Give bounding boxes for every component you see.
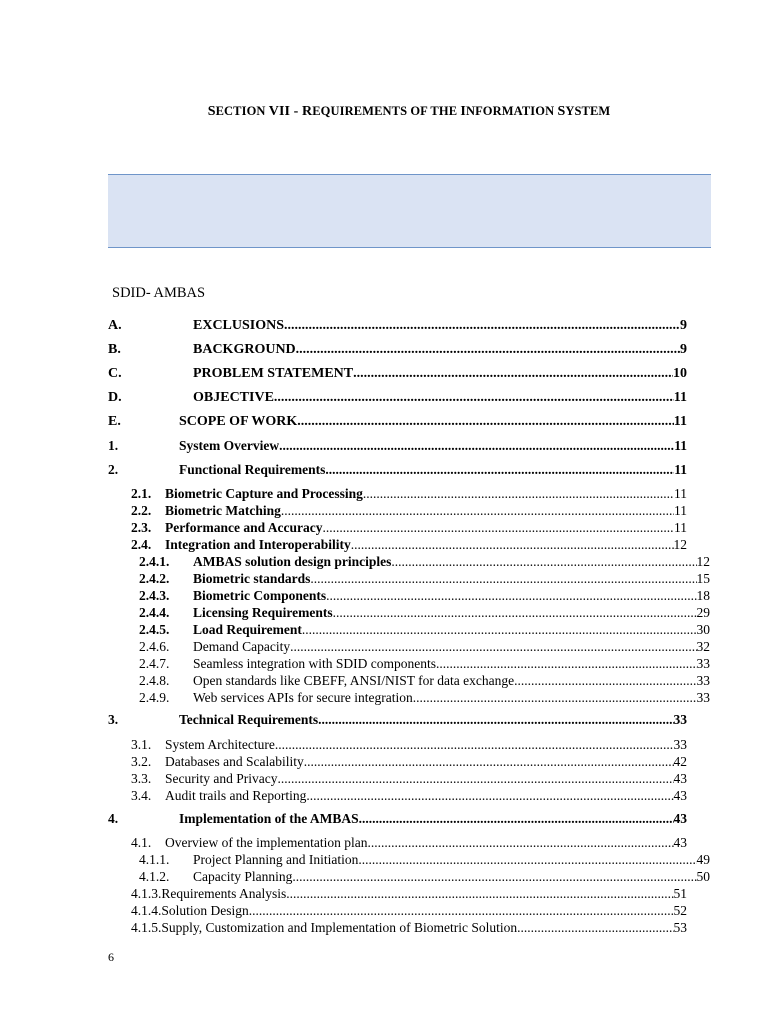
toc-entry[interactable]: 3. Technical Requirements ..... 33 <box>108 712 687 728</box>
toc-entry[interactable]: 3.1. System Architecture ..... 33 <box>131 737 687 753</box>
toc-entry[interactable]: 2. Functional Requirements ..... 11 <box>108 462 687 478</box>
toc-entry[interactable]: 2.4.4. Licensing Requirements ..... 29 <box>139 605 710 621</box>
title-part: INFORMATION <box>460 104 558 119</box>
document-subtitle: SDID- AMBAS <box>112 285 206 301</box>
toc-entry[interactable]: 2.4.7. Seamless integration with SDID components ..... 33 <box>139 656 710 672</box>
toc-entry[interactable]: 2.1. Biometric Capture and Processing ..... 11 <box>131 486 687 502</box>
highlight-band <box>108 174 711 248</box>
title-part: SYSTEM <box>557 104 611 119</box>
toc-entry[interactable]: 4. Implementation of the AMBAS ..... 43 <box>108 811 687 827</box>
toc-entry[interactable]: 2.4. Integration and Interoperability ..... 12 <box>131 537 687 553</box>
toc-entry[interactable]: 2.4.6. Demand Capacity ..... 32 <box>139 639 710 655</box>
toc-entry[interactable]: B. BACKGROUND ..... 9 <box>108 342 687 358</box>
toc-entry[interactable]: 4.1.2. Capacity Planning ..... 50 <box>139 869 710 885</box>
toc-entry[interactable]: 2.4.1. AMBAS solution design principles ..... 12 <box>139 554 710 570</box>
toc-entry[interactable]: C. PROBLEM STATEMENT ..... 10 <box>108 366 687 382</box>
toc-entry[interactable]: 3.2. Databases and Scalability ..... 42 <box>131 754 687 770</box>
toc-entry[interactable]: 2.4.9. Web services APIs for secure integration ..... 33 <box>139 690 710 706</box>
section-title <box>0 104 768 120</box>
toc-entry[interactable]: 4.1.5. Supply, Customization and Implementation of Biometric Solution ..... 53 <box>131 920 687 936</box>
toc-entry[interactable]: 2.4.2. Biometric standards ..... 15 <box>139 571 710 587</box>
toc-entry[interactable]: 4.1.3. Requirements Analysis ..... 51 <box>131 886 687 902</box>
toc-entry[interactable]: 2.4.3. Biometric Components ..... 18 <box>139 588 710 604</box>
toc-entry[interactable]: 4.1. Overview of the implementation plan ..... 43 <box>131 835 687 851</box>
toc-entry[interactable]: 2.2. Biometric Matching ..... 11 <box>131 503 687 519</box>
toc-entry[interactable]: E. SCOPE OF WORK ..... 11 <box>108 414 687 430</box>
toc-entry[interactable]: 4.1.4. Solution Design ..... 52 <box>131 903 687 919</box>
title-part: VII - REQUIREMENTS OF THE <box>268 104 461 119</box>
page-number: 6 <box>108 950 114 964</box>
toc-entry[interactable]: A. EXCLUSIONS ..... 9 <box>108 318 687 334</box>
title-part: SECTION <box>207 104 269 119</box>
toc-entry[interactable]: 4.1.1. Project Planning and Initiation ..... 49 <box>139 852 710 868</box>
toc-entry[interactable]: 2.3. Performance and Accuracy ..... 11 <box>131 520 687 536</box>
toc-entry[interactable]: 2.4.8. Open standards like CBEFF, ANSI/NIST for data exchange ..... 33 <box>139 673 710 689</box>
toc-entry[interactable]: 3.3. Security and Privacy ..... 43 <box>131 771 687 787</box>
toc-entry[interactable]: 3.4. Audit trails and Reporting ..... 43 <box>131 788 687 804</box>
toc-entry[interactable]: 2.4.5. Load Requirement ..... 30 <box>139 622 710 638</box>
toc-entry[interactable]: 1. System Overview ..... 11 <box>108 438 687 454</box>
toc-entry[interactable]: D. OBJECTIVE ..... 11 <box>108 390 687 406</box>
